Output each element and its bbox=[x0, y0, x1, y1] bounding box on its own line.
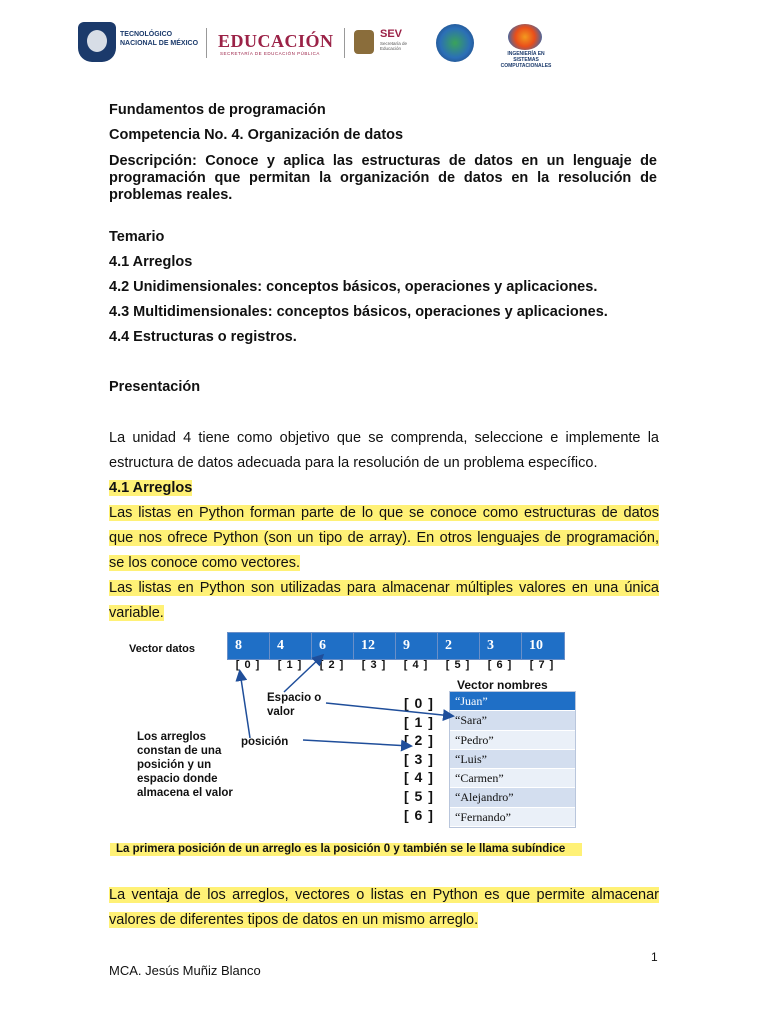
name-index: [ 5 ] bbox=[404, 787, 434, 804]
arrow-to-name bbox=[326, 703, 452, 716]
vector-cell: 3 bbox=[480, 633, 522, 659]
name-index: [ 0 ] bbox=[404, 695, 434, 711]
competence-title: Competencia No. 4. Organización de datos bbox=[109, 127, 404, 143]
isc-logo-text: INGENIERÍA EN SISTEMAS COMPUTACIONALES bbox=[500, 51, 552, 69]
vector-index: [ 4 ] bbox=[403, 659, 429, 671]
vector-index: [ 3 ] bbox=[361, 659, 387, 671]
syllabus-item: 4.2 Unidimensionales: conceptos básicos, operaciones y aplicaciones. bbox=[109, 279, 598, 295]
arrow-to-name-index bbox=[303, 740, 410, 746]
syllabus-title: Temario bbox=[109, 229, 165, 245]
name-index: [ 6 ] bbox=[404, 806, 434, 823]
vector-index: [ 2 ] bbox=[319, 659, 345, 671]
name-index: [ 3 ] bbox=[404, 750, 434, 767]
tecnm-logo-text: TECNOLÓGICO NACIONAL DE MÉXICO bbox=[120, 31, 199, 47]
page-number: 1 bbox=[651, 950, 658, 964]
vector-cell: 2 bbox=[438, 633, 480, 659]
name-cell: “Fernando” bbox=[450, 808, 575, 827]
vector-cell: 4 bbox=[270, 633, 312, 659]
author-footer: MCA. Jesús Muñiz Blanco bbox=[109, 963, 261, 978]
vector-index: [ 0 ] bbox=[235, 659, 261, 671]
name-cell: “Alejandro” bbox=[450, 788, 575, 807]
subject-title: Fundamentos de programación bbox=[109, 102, 326, 118]
name-cell: “Carmen” bbox=[450, 769, 575, 788]
arrays-explanation: Los arreglos constan de una posición y un espacio donde almacena el valor bbox=[137, 731, 233, 799]
presentation-title: Presentación bbox=[109, 379, 201, 395]
vector-cell: 8 bbox=[228, 633, 270, 659]
vector-index: [ 7 ] bbox=[529, 659, 555, 671]
note-highlight: La primera posición de un arreglo es la posición 0 y también se le llama subíndice bbox=[110, 843, 582, 856]
sep-logo-subtitle: SECRETARÍA DE EDUCACIÓN PÚBLICA bbox=[220, 51, 320, 56]
paragraph-lists: Las listas en Python forman parte de lo que se conoce como estructuras de datos que nos ofrece Python (son un tipo de array). En otros lenguajes de programación, se los conoce como vectores. bbox=[109, 505, 659, 571]
vector-cell: 9 bbox=[396, 633, 438, 659]
name-cell: “Luis” bbox=[450, 750, 575, 769]
sep-logo-title: EDUCACIÓN bbox=[218, 31, 334, 51]
paragraph-storage: Las listas en Python son utilizadas para almacenar múltiples valores en una única variable. bbox=[109, 580, 659, 621]
name-index: [ 4 ] bbox=[404, 769, 434, 786]
syllabus-item: 4.1 Arreglos bbox=[109, 254, 193, 270]
syllabus-item: 4.3 Multidimensionales: conceptos básicos, operaciones y aplicaciones. bbox=[109, 304, 608, 320]
vector-nombres-label: Vector nombres bbox=[457, 678, 548, 692]
syllabus-item: 4.4 Estructuras o registros. bbox=[109, 329, 297, 345]
arrow-to-index0 bbox=[240, 672, 250, 738]
sev-logo-subtitle: Secretaría de Educación bbox=[380, 41, 408, 51]
vector-cell: 6 bbox=[312, 633, 354, 659]
name-cell: “Juan” bbox=[450, 692, 575, 711]
arrow-to-value bbox=[284, 656, 322, 692]
name-cell: “Sara” bbox=[450, 711, 575, 730]
presentation-text: La unidad 4 tiene como objetivo que se comprenda, seleccione e implemente la estructura de datos adecuada para la resolución de un problema específico. bbox=[109, 430, 659, 471]
vector-index: [ 5 ] bbox=[445, 659, 471, 671]
section-title: 4.1 Arreglos bbox=[109, 480, 193, 496]
sev-logo-title: SEV bbox=[380, 28, 403, 40]
vector-datos-label: Vector datos bbox=[129, 643, 196, 655]
vector-index: [ 6 ] bbox=[487, 659, 513, 671]
paragraph-advantage: La ventaja de los arreglos, vectores o listas en Python es que permite almacenar valores de diferentes tipos de datos en un mismo arreglo. bbox=[109, 887, 659, 928]
name-cell: “Pedro” bbox=[450, 731, 575, 750]
vector-index: [ 1 ] bbox=[277, 659, 303, 671]
space-value-label: Espacio o valor bbox=[267, 692, 322, 718]
name-index: [ 1 ] bbox=[404, 713, 434, 730]
name-index: [ 2 ] bbox=[404, 732, 434, 749]
vector-cell: 12 bbox=[354, 633, 396, 659]
position-label: posición bbox=[241, 736, 289, 748]
vector-cell: 10 bbox=[522, 633, 564, 659]
description: Descripción: Conoce y aplica las estructuras de datos en un lenguaje de programación que permitan la organización de datos en la resolución de problemas reales. bbox=[109, 153, 657, 203]
